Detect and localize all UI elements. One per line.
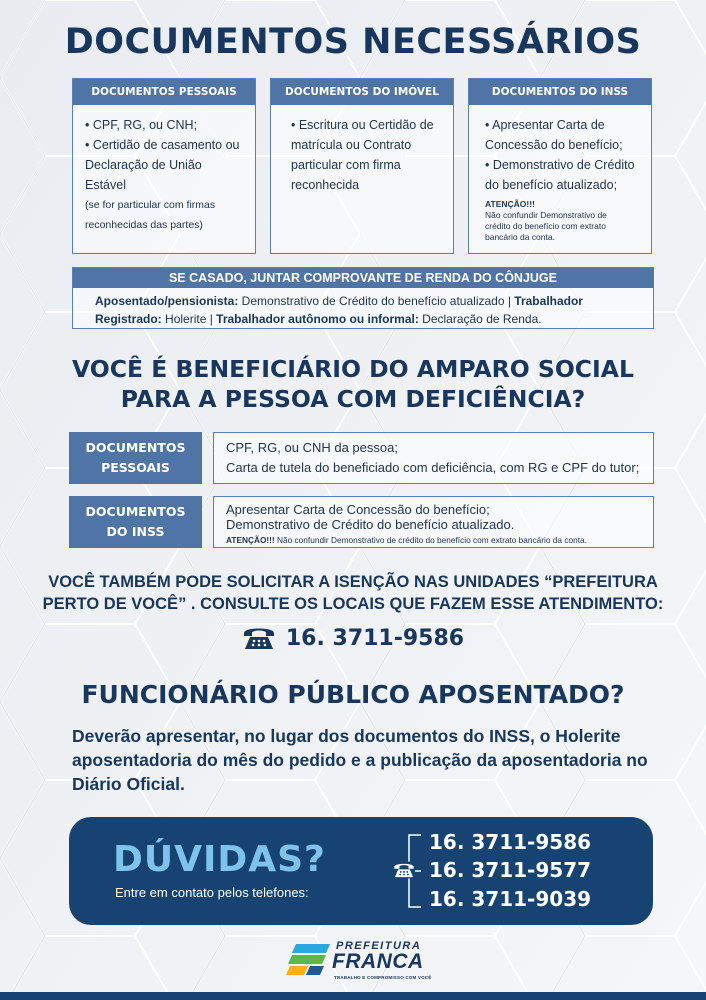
bpc-inss-label: DOCUMENTOS DO INSS: [69, 496, 202, 548]
list-item: CPF, RG, ou CNH da pessoa;: [226, 440, 398, 455]
personal-documents-box: [72, 78, 256, 254]
box-header: DOCUMENTOS PESSOAIS: [73, 79, 255, 105]
list-item: particular com firma: [291, 158, 401, 172]
box-header: SE CASADO, JUNTAR COMPROVANTE DE RENDA DO CÔNJUGE: [73, 268, 653, 288]
section-title-retired-employee: FUNCIONÁRIO PÚBLICO APOSENTADO?: [81, 680, 625, 709]
warning-text: Não confundir Demonstrativo de: [485, 210, 607, 220]
list-item: Declaração de União Estável: [85, 158, 202, 192]
list-item: • Demonstrativo de Crédito: [485, 158, 635, 172]
logo-text: PREFEITURA: [336, 940, 422, 952]
list-item: do benefício atualizado;: [485, 178, 618, 192]
list-item-note: (se for particular com firmas: [85, 199, 216, 211]
contact-title: DÚVIDAS?: [113, 839, 326, 880]
inss-documents-box: [468, 78, 652, 254]
warning-line: ATENÇÃO!!! Não confundir Demonstrativo de crédito do benefício com extrato bancário da conta.: [226, 535, 587, 545]
list-item-note: reconhecidas das partes): [85, 219, 203, 231]
bpc-personal-content: [213, 432, 654, 484]
phone-number: 16. 3711-9039: [429, 887, 592, 911]
list-item: • Escritura ou Certidão de: [291, 118, 434, 132]
phone-number: 16. 3711-9586: [429, 830, 592, 854]
bpc-inss-content: [213, 496, 654, 548]
list-item: • Certidão de casamento ou: [85, 138, 240, 152]
property-documents-box: [270, 78, 454, 254]
spouse-income-box: [72, 267, 654, 329]
phone-number: 16. 3711-9577: [429, 858, 592, 882]
warning-title: ATENÇÃO!!!: [485, 199, 535, 209]
list-item: Demonstrativo de Crédito do benefício atualizado.: [226, 517, 515, 532]
list-item: • Apresentar Carta de: [485, 118, 605, 132]
retired-employee-text: Deverão apresentar, no lugar dos documentos do INSS, o Holerite aposentadoria do mês do pedido e a publicação da aposentadoria no Diário Oficial.: [72, 726, 648, 794]
contact-subtitle: Entre em contato pelos telefones:: [115, 885, 309, 900]
exemption-phone: [0, 625, 706, 651]
exemption-notice: VOCÊ TAMBÉM PODE SOLICITAR A ISENÇÃO NAS UNIDADES “PREFEITURA PERTO DE VOCÊ” . CONSULTE OS LOCAIS QUE FAZEM ESSE ATENDIMENTO:: [42, 573, 664, 613]
telephone-icon: [242, 625, 276, 651]
contact-banner: [69, 817, 653, 925]
page-title: DOCUMENTOS NECESSÁRIOS: [64, 22, 642, 62]
box-header: DOCUMENTOS DO IMÓVEL: [271, 79, 453, 105]
list-item: Concessão do benefício;: [485, 138, 623, 152]
telephone-icon: [393, 861, 415, 879]
warning-text: crédito do benefício com extrato: [485, 221, 606, 231]
logo-tagline: TRABALHO E COMPROMISSO COM VOCÊ: [334, 975, 432, 980]
phone-number: 16. 3711-9586: [285, 625, 465, 651]
logo-text: FRANCA: [332, 950, 424, 973]
logo-mark-icon: [286, 942, 332, 978]
list-item: • CPF, RG, ou CNH;: [85, 118, 198, 132]
prefeitura-franca-logo: [286, 940, 432, 984]
list-item: Carta de tutela do beneficiado com deficiência, com RG e CPF do tutor;: [226, 460, 640, 475]
spouse-income-text: Aposentado/pensionista: Demonstrativo de Crédito do benefício atualizado | Trabalhador Registrado: Holerite | Trabalhador autônomo ou informal: Declaração de Renda.: [95, 294, 583, 326]
list-item: matrícula ou Contrato: [291, 138, 412, 152]
section-title-bpc: VOCÊ É BENEFICIÁRIO DO AMPARO SOCIAL PARA A PESSOA COM DEFICIÊNCIA?: [72, 355, 634, 413]
list-item: Apresentar Carta de Concessão do benefício;: [226, 502, 490, 517]
footer-bar: [0, 992, 706, 1000]
bpc-personal-label: DOCUMENTOS PESSOAIS: [69, 432, 202, 484]
list-item: reconhecida: [291, 178, 360, 192]
warning-text: bancário da conta.: [485, 232, 555, 242]
box-header: DOCUMENTOS DO INSS: [469, 79, 651, 105]
